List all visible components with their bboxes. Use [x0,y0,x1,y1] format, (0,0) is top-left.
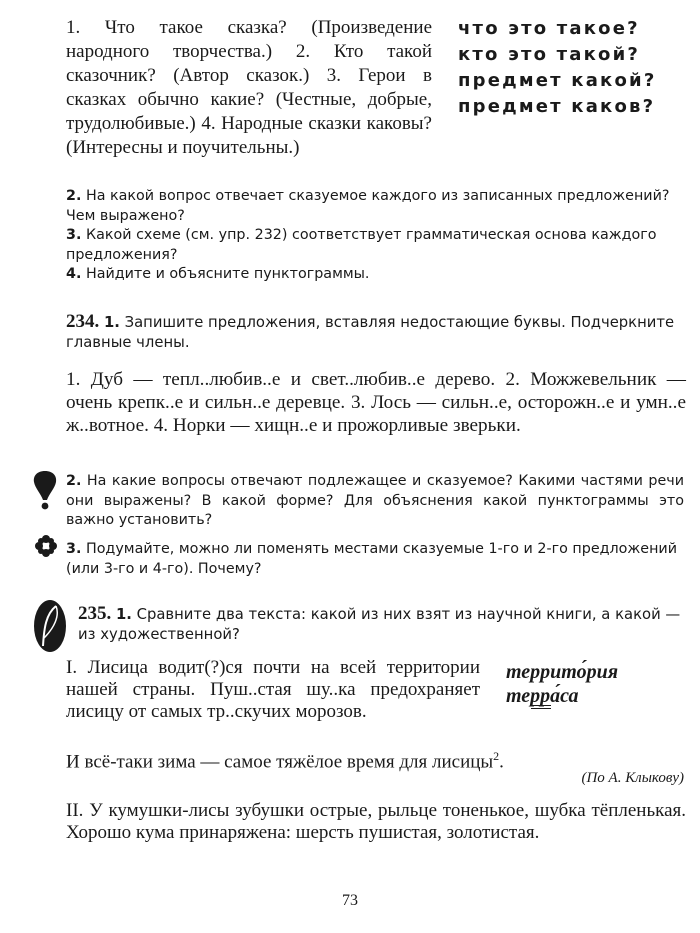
footnote-mark: 2 [493,749,500,763]
question-1: что это такое? [458,18,640,39]
question-2: кто это такой? [458,44,641,65]
intro-paragraph [66,16,432,160]
task-number: 3. [66,227,82,244]
exercise-task: Запишите предложения, вставляя недостающие буквы. Подчеркните главные члены. [66,314,675,351]
task-number: 2. [66,473,82,489]
text-one-closing: И всё-таки зима — самое тяжёлое время для лисицы [66,751,494,773]
quill-feather-icon [32,598,68,654]
task-number: 1. [115,606,132,623]
task-text: На какой вопрос отвечает сказуемое каждого из записанных предложений? Чем выражено? [66,188,670,224]
exercise-task: Сравните два текста: какой из них взят из научной книги, а какой — из художественной? [78,606,681,643]
question-3: предмет какой? [458,70,657,91]
question-4: предмет каков? [458,96,656,117]
text-one-last-line: И всё-таки зима — самое тяжёлое время для лисицы$^2$. [66,749,504,773]
text-two-body: II. У кумушки-лисы зубушки острые, рыльце тоненькое, шубка тёпленькая. Хорошо кума принаряжена: шерсть пушистая, золотистая. [66,800,686,843]
intro-text: 1. Что такое сказка? (Произведение народного творчества.) 2. Кто такой сказочник? (Автор сказок.) 3. Герои в сказках обычно какие? (Честные, добрые, трудолюбивые.) 4. Народные сказки каковы? (Интересны и поучительны.) [66,17,432,158]
task-number: 4. [66,266,82,283]
tasks-233 [66,187,684,285]
flower-icon [35,535,57,557]
text-source: (По А. Клыкову) [581,770,684,786]
exercise-234-sentences [66,368,686,437]
exercise-number: 235. [78,603,112,624]
text-one [66,657,480,723]
vocabulary-words [506,660,686,708]
double-consonant-underline [531,705,551,709]
task-number: 3. [66,541,82,557]
vocab-word-terrace [506,684,686,708]
exercise-234-task-3 [66,540,684,579]
task-item [66,226,684,265]
task-item [66,265,684,285]
exercise-234-task-2 [66,472,684,531]
question-column [458,16,690,120]
task-item [66,187,684,226]
task-text: Найдите и объясните пунктограммы. [85,266,370,283]
exercise-234-heading [66,312,686,353]
task-number: 2. [66,188,82,204]
vocab-word-territory: террито́рия [506,661,619,683]
exclamation-icon [32,470,58,510]
text-one-body: I. Лисица водит(?)ся почти на всей территории нашей страны. Пуш..стая шу..ка предохраняет лисицу от самых тр..скучих морозов. [66,657,480,722]
page-number: 73 [342,892,358,909]
task-text: На какие вопросы отвечают подлежащее и сказуемое? Какими частями речи они выражены? В какой форме? Для объяснения какой пунктограммы это важно установить? [66,473,684,529]
exercise-number: 234. [66,311,100,332]
task-text: Подумайте, можно ли поменять местами сказуемые 1-го и 2-го предложений (или 3-го и 4-го). Почему? [66,541,678,577]
text-two [66,800,686,844]
vocab-word-text: терра́са [506,685,579,707]
exercise-235-heading [78,604,686,645]
task-number: 1. [103,314,120,331]
sentences-text: 1. Дуб — тепл..любив..е и свет..любив..е дерево. 2. Можжевельник — очень крепк..е и сильн..е деревце. 3. Лось — сильн..е, осторожн..е и умн..е ж..вотное. 4. Норки — хищн..е и прожорливые зверьки. [66,369,686,436]
task-text: Какой схеме (см. упр. 232) соответствует грамматическая основа каждого предложения? [66,227,657,263]
